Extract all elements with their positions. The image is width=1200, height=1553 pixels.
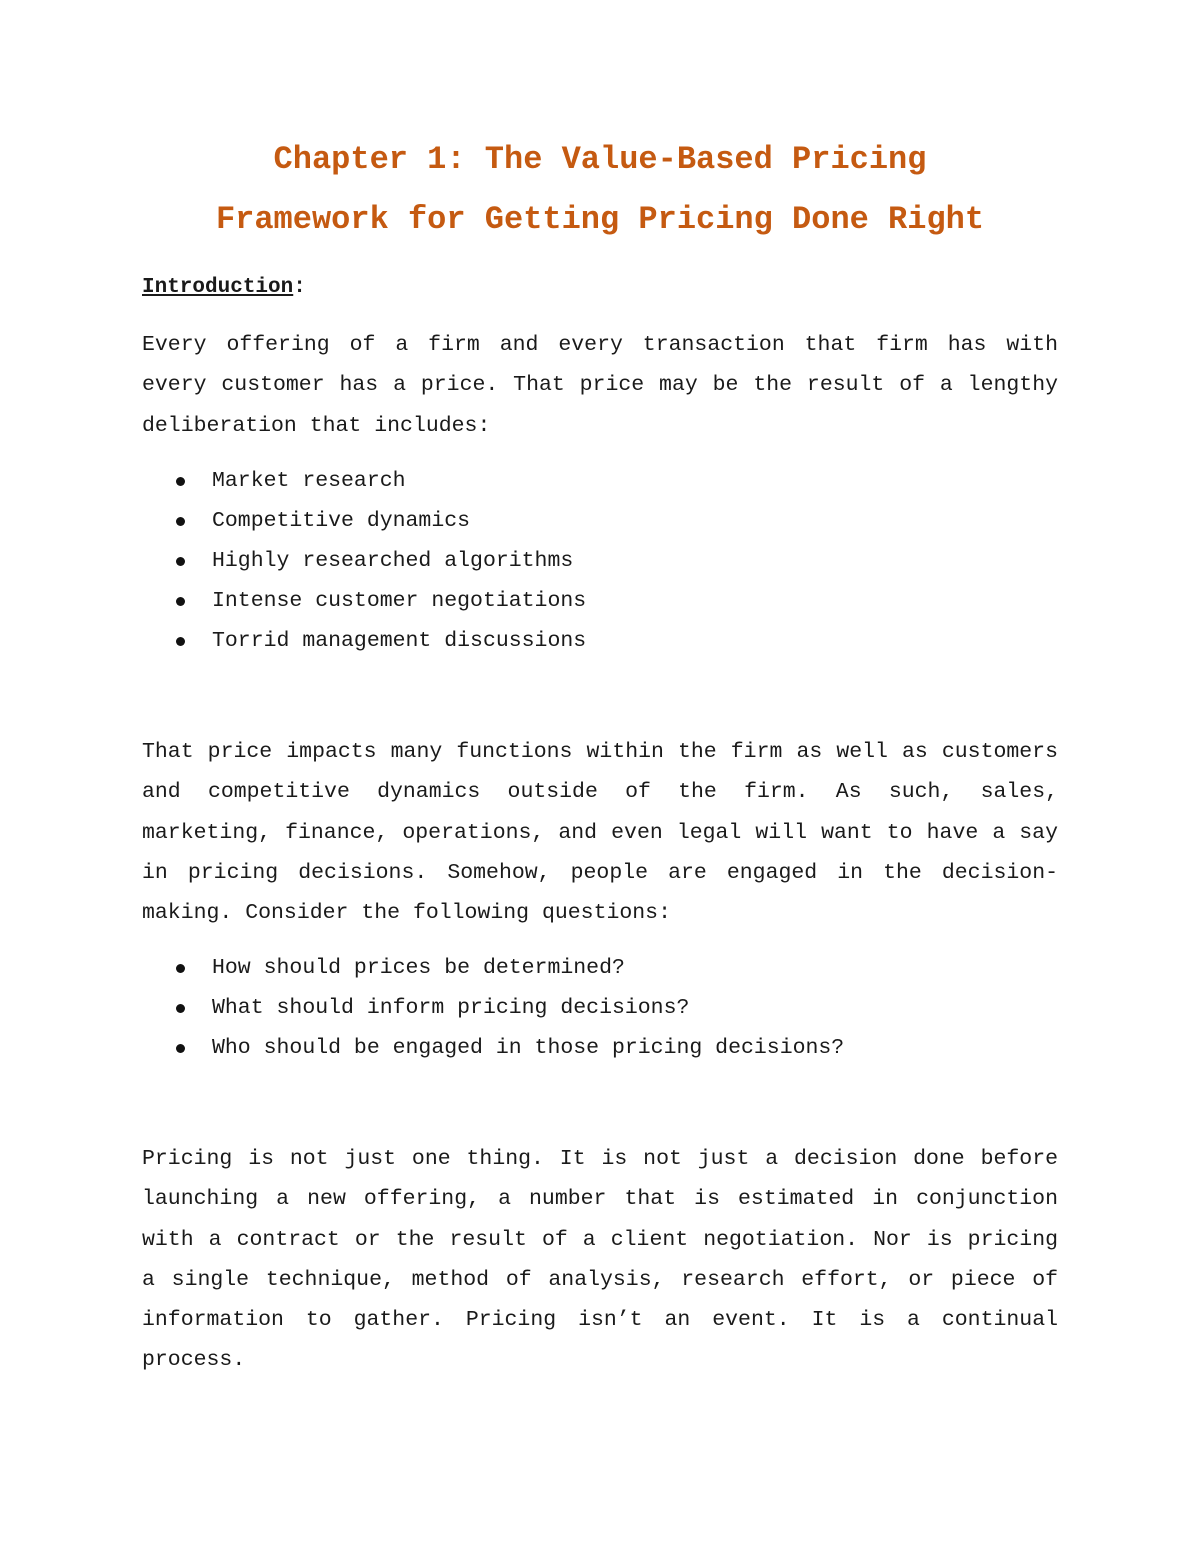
- list-item: [142, 948, 1058, 988]
- section-heading-label: Introduction: [142, 276, 294, 299]
- list-item: [142, 501, 1058, 541]
- bullet-icon: [176, 1004, 185, 1013]
- list-item-text: Competitive dynamics: [212, 509, 471, 533]
- paragraph-intro: Every offering of a firm and every transaction that firm has with every customer has a price. That price may be the result of a lengthy deliberation that includes:: [142, 333, 1058, 438]
- list-item-text: Highly researched algorithms: [212, 549, 574, 573]
- list-item-text: What should inform pricing decisions?: [212, 996, 690, 1020]
- questions-list: [142, 948, 1058, 1068]
- list-item-text: Intense customer negotiations: [212, 589, 587, 613]
- bullet-icon: [176, 964, 185, 973]
- deliberation-list: [142, 461, 1058, 661]
- bullet-icon: [176, 1044, 185, 1053]
- chapter-title-line-1: Chapter 1: The Value-Based Pricing: [273, 141, 927, 178]
- bullet-icon: [176, 477, 185, 486]
- bullet-icon: [176, 597, 185, 606]
- paragraph-process: Pricing is not just one thing. It is not just a decision done before launching a new offering, a number that is estimated in conjunction with a contract or the result of a client negotiation. Nor is pricing a single technique, method of analysis, research effort, or piece of information to gather. Pricing isn’t an event. It is a continual process.: [142, 1147, 1058, 1373]
- paragraph-impacts: That price impacts many functions within the firm as well as customers and competitive dynamics outside of the firm. As such, sales, marketing, finance, operations, and even legal will want to have a say in pricing decisions. Somehow, people are engaged in the decision-making. Consider the following questions:: [142, 740, 1058, 926]
- list-item-text: Market research: [212, 469, 406, 493]
- list-item: [142, 541, 1058, 581]
- bullet-icon: [176, 557, 185, 566]
- list-item: [142, 988, 1058, 1028]
- section-heading-colon: :: [293, 276, 306, 299]
- section-heading-introduction: [142, 276, 306, 299]
- list-item: [142, 1028, 1058, 1068]
- list-item-text: How should prices be determined?: [212, 956, 625, 980]
- bullet-icon: [176, 517, 185, 526]
- list-item: [142, 461, 1058, 501]
- list-item-text: Who should be engaged in those pricing decisions?: [212, 1036, 845, 1060]
- chapter-title-line-2: Framework for Getting Pricing Done Right: [215, 201, 985, 238]
- list-item: [142, 581, 1058, 621]
- bullet-icon: [176, 637, 185, 646]
- list-item-text: Torrid management discussions: [212, 629, 587, 653]
- list-item: [142, 621, 1058, 661]
